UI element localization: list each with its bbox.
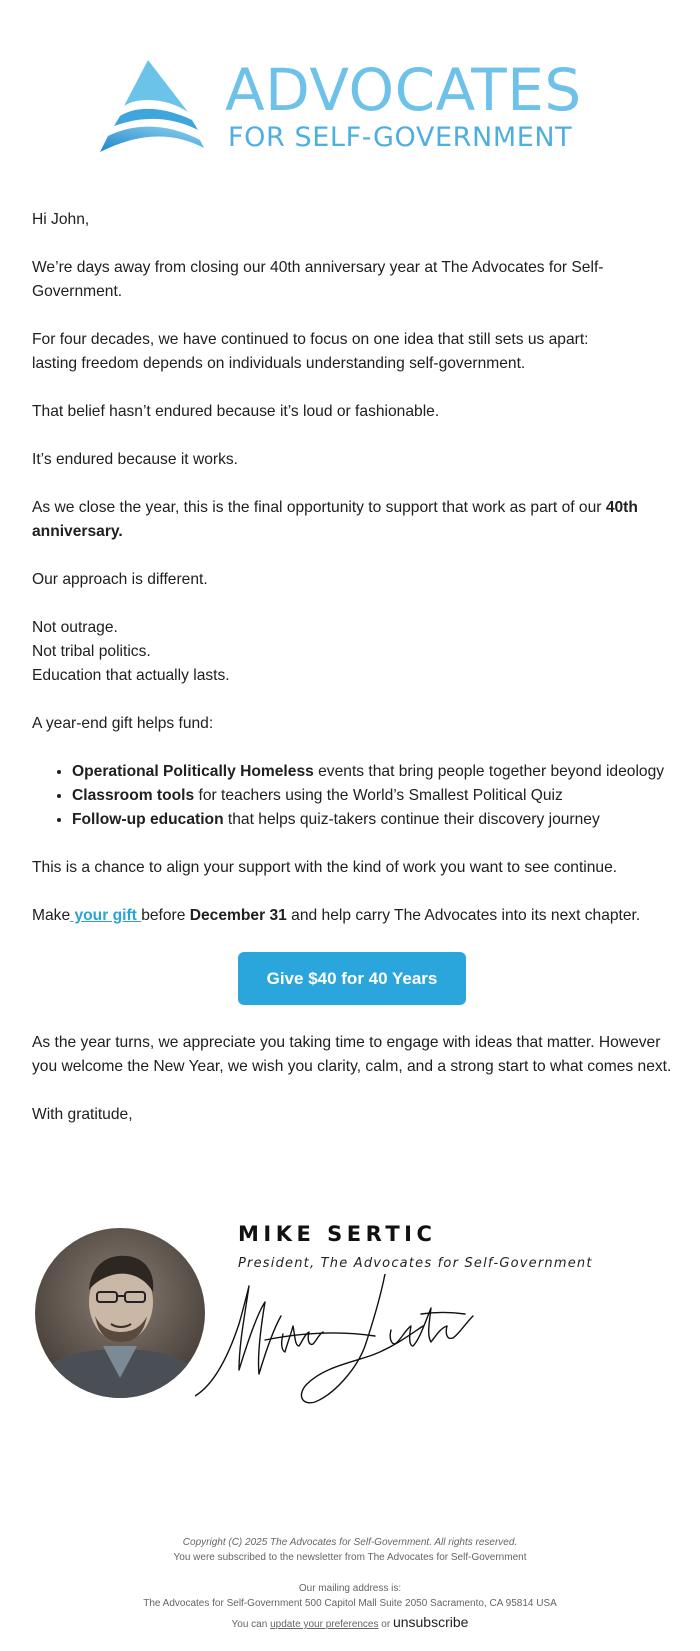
logo-wordmark-primary: ADVOCATES [225,56,582,124]
not-outrage-line2: Not tribal politics. [32,643,151,660]
preferences-prefix: You can [231,1619,271,1630]
list-item [72,760,672,784]
paragraph-approach: Our approach is different. [32,571,208,588]
email-body [32,208,672,1151]
list-item-text: that helps quiz-takers continue their discovery journey [223,811,600,828]
paragraph-not-outrage [32,616,672,688]
paragraph-anniversary: We’re days away from closing our 40th anniversary year at The Advocates for Self-Government. [32,259,604,300]
list-item [72,784,672,808]
portrait-photo [35,1228,205,1398]
paragraph-four-decades-line2: lasting freedom depends on individuals understanding self-government. [32,355,526,372]
handwritten-signature [195,1274,495,1414]
mailing-address: The Advocates for Self-Government 500 Capitol Mall Suite 2050 Sacramento, CA 95814 USA [143,1598,557,1609]
paragraph-endured: It’s endured because it works. [32,451,239,468]
cta-container [32,952,672,1005]
logo-mark-icon [100,60,220,156]
not-outrage-line1: Not outrage. [32,619,118,636]
not-outrage-line3: Education that actually lasts. [32,667,230,684]
paragraph-align-support: This is a chance to align your support with the kind of work you want to see continue. [32,859,618,876]
give-40-button[interactable]: Give $40 for 40 Years [238,952,466,1005]
your-gift-link[interactable]: your gift [70,907,142,924]
final-opportunity-bold: 40th anniversary. [32,499,638,540]
paragraph-four-decades [32,328,672,376]
signature-block [35,1222,635,1412]
list-item-text: events that bring people together beyond ideology [313,763,665,780]
deadline-date: December 31 [189,907,287,924]
paragraph-four-decades-line1: For four decades, we have continued to focus on one idea that still sets us apart: [32,331,589,348]
list-item-text: for teachers using the World’s Smallest Political Quiz [194,787,563,804]
paragraph-make-gift [32,904,672,928]
final-opportunity-text: As we close the year, this is the final opportunity to support that work as part of our [32,499,606,516]
mailing-address-label: Our mailing address is: [298,1583,402,1594]
preferences-line [0,1615,700,1632]
email-footer [0,1535,700,1632]
list-item-bold: Operational Politically Homeless [72,763,314,780]
fund-list [72,760,672,832]
paragraph-belief: That belief hasn’t endured because it’s loud or fashionable. [32,403,440,420]
make-gift-post: and help carry The Advocates into its next chapter. [286,907,641,924]
closing: With gratitude, [32,1106,133,1123]
paragraph-new-year: As the year turns, we appreciate you taking time to engage with ideas that matter. However you welcome the New Year, we wish you clarity, calm, and a strong start to what comes next. [32,1034,672,1075]
paragraph-gift-helps: A year-end gift helps fund: [32,715,214,732]
signer-title: President, The Advocates for Self-Government [238,1256,593,1271]
update-preferences-link[interactable]: update your preferences [270,1619,379,1630]
greeting: Hi John, [32,211,90,228]
signer-name: MIKE SERTIC [238,1222,437,1246]
make-gift-pre: Make [32,907,71,924]
list-item-bold: Follow-up education [72,811,224,828]
list-item-bold: Classroom tools [72,787,195,804]
make-gift-mid: before [141,907,190,924]
preferences-or: or [378,1619,393,1630]
subscribed-notice: You were subscribed to the newsletter from The Advocates for Self-Government [173,1552,527,1563]
brand-logo [100,56,600,160]
logo-wordmark-secondary: FOR SELF-GOVERNMENT [228,122,573,153]
paragraph-final-opportunity [32,496,672,544]
copyright-notice: Copyright (C) 2025 The Advocates for Self-Government. All rights reserved. [182,1537,518,1548]
list-item [72,808,672,832]
unsubscribe-link[interactable]: unsubscribe [392,1614,469,1630]
avatar [35,1228,205,1398]
